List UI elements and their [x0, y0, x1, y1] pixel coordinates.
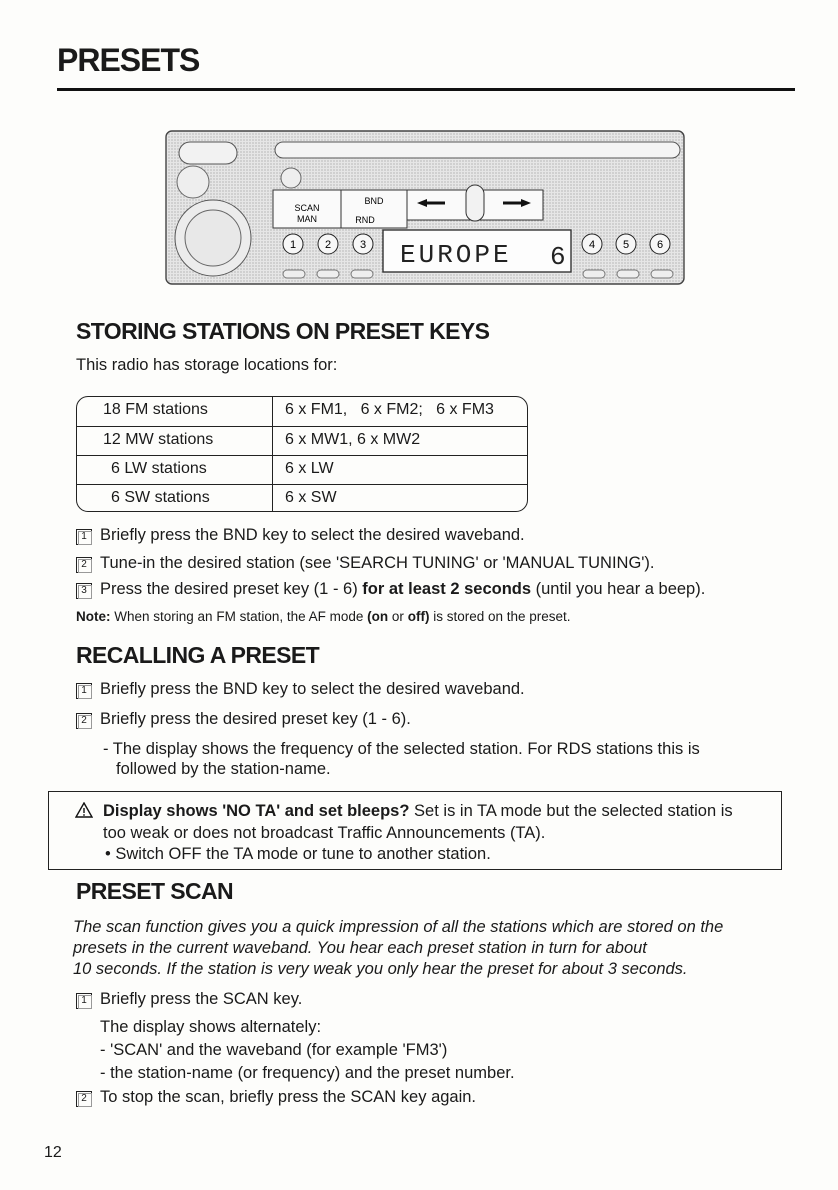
man-label: MAN: [297, 214, 317, 224]
warning-box: [48, 791, 782, 870]
recalling-heading: RECALLING A PRESET: [76, 642, 320, 668]
cassette-slot: [275, 142, 680, 158]
scan-intro-3: 10 seconds. If the station is very weak you only hear the preset for about 3 seconds.: [73, 960, 688, 978]
svg-text:4: 4: [588, 239, 596, 251]
warning-line-1: Display shows 'NO TA' and set bleeps? Set is in TA mode but the selected station is: [103, 802, 733, 820]
step-number-icon: 1: [76, 993, 92, 1009]
volume-knob-inner: [185, 210, 241, 266]
seek-right-button: [475, 190, 543, 220]
title-rule: [57, 88, 795, 91]
svg-text:1: 1: [289, 239, 297, 251]
display-text: EUROPE: [400, 240, 512, 270]
scan-intro-1: The scan function gives you a quick impression of all the stations which are stored on the: [73, 918, 724, 936]
radio-illustration: [165, 130, 685, 285]
warning-line-3: • Switch OFF the TA mode or tune to another station.: [105, 845, 491, 863]
top-left-pill: [179, 142, 237, 164]
table-row: 18 FM stations 6 x FM1, 6 x FM2; 6 x FM3: [103, 401, 494, 418]
svg-text:6: 6: [656, 239, 664, 251]
scan-label: SCAN: [294, 203, 320, 213]
step-number-icon: 1: [76, 683, 92, 699]
storing-step-1: 1 Briefly press the BND key to select the desired waveband.: [76, 524, 525, 546]
storing-intro: This radio has storage locations for:: [76, 356, 338, 374]
seek-left-button: [407, 190, 475, 220]
rnd-label: RND: [355, 215, 375, 225]
warning-icon: [75, 802, 93, 818]
scan-step-1: 1 Briefly press the SCAN key.: [76, 988, 302, 1010]
step-number-icon: 3: [76, 583, 92, 599]
recalling-step-1: 1 Briefly press the BND key to select the desired waveband.: [76, 678, 525, 700]
step-number-icon: 2: [76, 713, 92, 729]
preset-buttons-right: [582, 234, 670, 254]
step-number-icon: 1: [76, 529, 92, 545]
svg-text:2: 2: [324, 239, 332, 251]
page-number: 12: [44, 1144, 62, 1161]
storing-note: Note: When storing an FM station, the AF mode (on or off) is stored on the preset.: [76, 609, 571, 624]
table-row: 6 SW stations 6 x SW: [77, 484, 527, 514]
recalling-step-2: 2 Briefly press the desired preset key (1 - 6).: [76, 708, 411, 730]
svg-text:5: 5: [622, 239, 630, 251]
center-knob: [466, 185, 484, 221]
warning-line-2: too weak or does not broadcast Traffic Announcements (TA).: [103, 824, 546, 842]
recalling-dash-1: - The display shows the frequency of the selected station. For RDS stations this is: [103, 740, 700, 758]
scan-dash-2: - the station-name (or frequency) and the preset number.: [100, 1064, 515, 1082]
storing-heading: STORING STATIONS ON PRESET KEYS: [76, 318, 490, 344]
bullet-icon: •: [105, 845, 111, 863]
table-row: 12 MW stations 6 x MW1, 6 x MW2: [77, 426, 527, 456]
storing-step-2: 2 Tune-in the desired station (see 'SEARCH TUNING' or 'MANUAL TUNING').: [76, 552, 655, 574]
page-title: PRESETS: [57, 42, 200, 78]
scan-step-2: 2 To stop the scan, briefly press the SCAN key again.: [76, 1086, 476, 1108]
bnd-label: BND: [364, 196, 384, 206]
svg-text:3: 3: [359, 239, 367, 251]
step-number-icon: 2: [76, 557, 92, 573]
step-number-icon: 2: [76, 1091, 92, 1107]
preset-buttons-left: [283, 234, 373, 254]
display-number: 6: [550, 242, 566, 272]
small-knob: [177, 166, 209, 198]
scan-dash-1: - 'SCAN' and the waveband (for example 'FM3'): [100, 1041, 448, 1059]
scan-heading: PRESET SCAN: [76, 878, 233, 904]
recalling-dash-2: followed by the station-name.: [116, 760, 331, 778]
scan-display-line: The display shows alternately:: [100, 1018, 322, 1036]
storing-step-3: 3 Press the desired preset key (1 - 6) for at least 2 seconds (until you hear a beep).: [76, 578, 705, 600]
small-knob-2: [281, 168, 301, 188]
storage-table: [76, 396, 528, 512]
table-row: 6 LW stations 6 x LW: [77, 455, 527, 485]
scan-intro-2: presets in the current waveband. You hear each preset station in turn for about: [73, 939, 647, 957]
